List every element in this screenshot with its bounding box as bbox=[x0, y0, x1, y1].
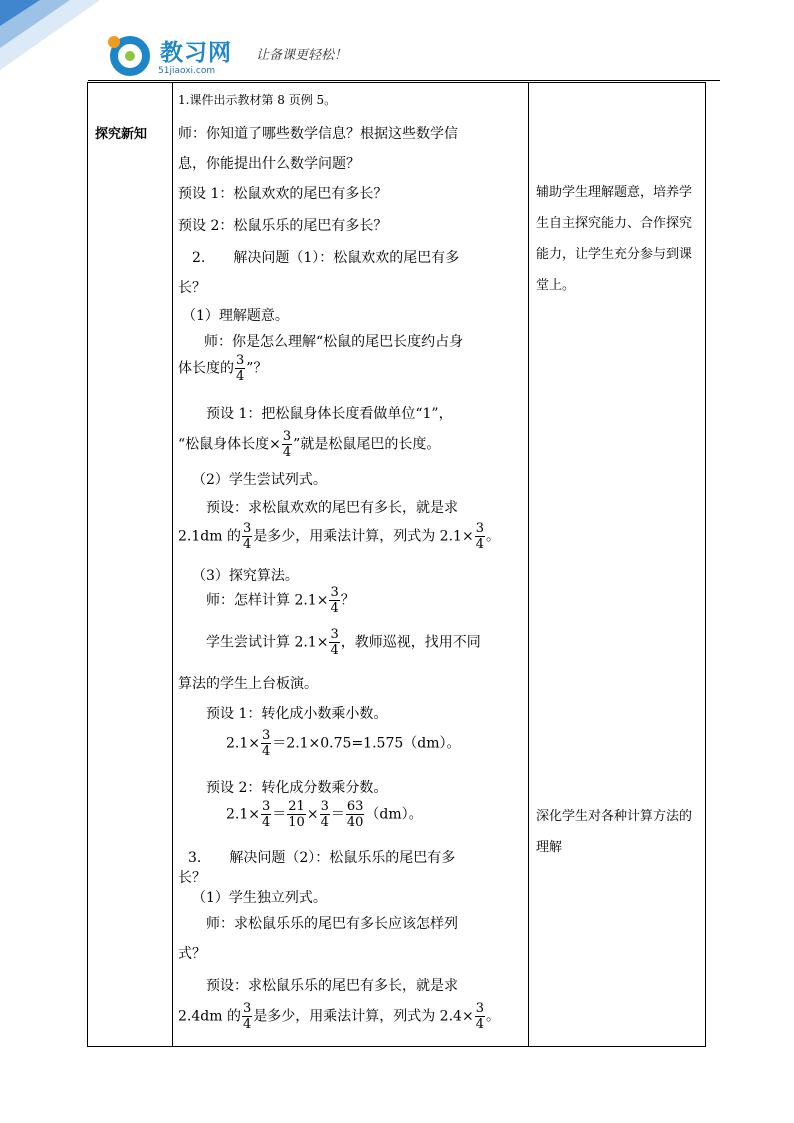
brand-url: 51jiaoxi.com bbox=[158, 66, 216, 76]
content-line: （2）学生尝试列式。 bbox=[192, 472, 327, 488]
content-line: 预设 2：松鼠乐乐的尾巴有多长？ bbox=[178, 218, 388, 234]
teaching-note: 辅助学生理解题意，培养学生自主探究能力、合作探究能力，让学生充分参与到课堂上。 bbox=[536, 185, 693, 293]
fraction: $\frac{3}{4}$ bbox=[320, 799, 329, 830]
content-line: （3）探究算法。 bbox=[192, 568, 299, 584]
corner-decoration bbox=[0, 0, 100, 78]
fraction: $\frac{21}{10}$ bbox=[288, 799, 305, 830]
teaching-note: 深化学生对各种计算方法的理解 bbox=[536, 809, 693, 855]
brand-slogan: 让备课更轻松！ bbox=[256, 48, 348, 63]
section-title: 探究新知 bbox=[95, 127, 148, 142]
lesson-table bbox=[87, 82, 706, 1047]
content-line: 预设 2：转化成分数乘分数。 bbox=[206, 780, 388, 796]
content-line: 2.1× $\frac{3}{4}$ ＝ $\frac{21}{10}$ × $\frac{3}{4}$ ＝ $\frac{63}{40}$ （dm）。 bbox=[226, 799, 423, 830]
content-line: 预设 1：松鼠欢欢的尾巴有多长？ bbox=[178, 186, 388, 202]
content-line: 长？ bbox=[178, 280, 206, 296]
fraction: $\frac{3}{4}$ bbox=[262, 799, 271, 830]
content-line: 预设 1：把松鼠身体长度看做单位“1”， bbox=[206, 406, 453, 422]
content-line: 2.1× $\frac{3}{4}$ ＝2.1×0.75=1.575（dm）。 bbox=[226, 728, 461, 759]
brand-logo bbox=[104, 30, 364, 80]
content-line: 2.4dm 的 $\frac{3}{4}$ 是多少，用乘法计算，列式为 2.4× $\frac{3}{4}$ 。 bbox=[178, 1001, 500, 1032]
content-line: 3. 解决问题（2）：松鼠乐乐的尾巴有多 bbox=[188, 850, 456, 866]
header-rule bbox=[88, 80, 720, 81]
content-line: 预设：求松鼠欢欢的尾巴有多长，就是求 bbox=[206, 500, 458, 516]
content-line: 师：求松鼠乐乐的尾巴有多长应该怎样列 bbox=[206, 916, 458, 932]
content-line: 算法的学生上台板演。 bbox=[178, 676, 318, 692]
brand-name: 教习网 bbox=[160, 40, 232, 66]
fraction: $\frac{3}{4}$ bbox=[330, 627, 339, 658]
fraction: $\frac{3}{4}$ bbox=[262, 728, 271, 759]
fraction: $\frac{3}{4}$ bbox=[475, 1001, 484, 1032]
content-line: 预设：求松鼠乐乐的尾巴有多长，就是求 bbox=[206, 978, 458, 994]
content-line: “松鼠身体长度× $\frac{3}{4}$ ”就是松鼠尾巴的长度。 bbox=[178, 429, 441, 460]
content-line: 长？ bbox=[178, 870, 206, 886]
content-line: 1.课件出示教材第 8 页例 5。 bbox=[178, 93, 337, 107]
content-line: 式？ bbox=[178, 946, 206, 962]
content-line: （1）理解题意。 bbox=[182, 308, 289, 324]
content-line: 师：你是怎么理解“松鼠的尾巴长度约占身 bbox=[204, 334, 464, 350]
fraction: $\frac{3}{4}$ bbox=[236, 353, 245, 384]
content-line: 息，你能提出什么数学问题？ bbox=[178, 156, 360, 172]
content-line: 学生尝试计算 2.1× $\frac{3}{4}$ ，教师巡视，找用不同 bbox=[206, 627, 481, 658]
fraction: $\frac{3}{4}$ bbox=[330, 585, 339, 616]
fraction: $\frac{3}{4}$ bbox=[475, 521, 484, 552]
content-line: 体长度的 $\frac{3}{4}$ ”？ bbox=[178, 353, 268, 384]
fraction: $\frac{63}{40}$ bbox=[346, 799, 364, 830]
logo-mark-icon bbox=[104, 30, 154, 78]
content-line: 师：怎样计算 2.1× $\frac{3}{4}$ ？ bbox=[206, 585, 355, 616]
content-line: 预设 1：转化成小数乘小数。 bbox=[206, 706, 388, 722]
column-divider bbox=[172, 83, 173, 1046]
fraction: $\frac{3}{4}$ bbox=[242, 1001, 252, 1032]
fraction: $\frac{3}{4}$ bbox=[242, 521, 252, 552]
fraction: $\frac{3}{4}$ bbox=[282, 429, 292, 460]
column-divider bbox=[528, 83, 529, 1046]
content-line: 2.1dm 的 $\frac{3}{4}$ 是多少，用乘法计算，列式为 2.1× $\frac{3}{4}$ 。 bbox=[178, 521, 500, 552]
content-line: （1）学生独立列式。 bbox=[192, 890, 327, 906]
content-line: 师：你知道了哪些数学信息？根据这些数学信 bbox=[178, 126, 458, 142]
content-line: 2. 解决问题（1）：松鼠欢欢的尾巴有多 bbox=[192, 250, 460, 266]
